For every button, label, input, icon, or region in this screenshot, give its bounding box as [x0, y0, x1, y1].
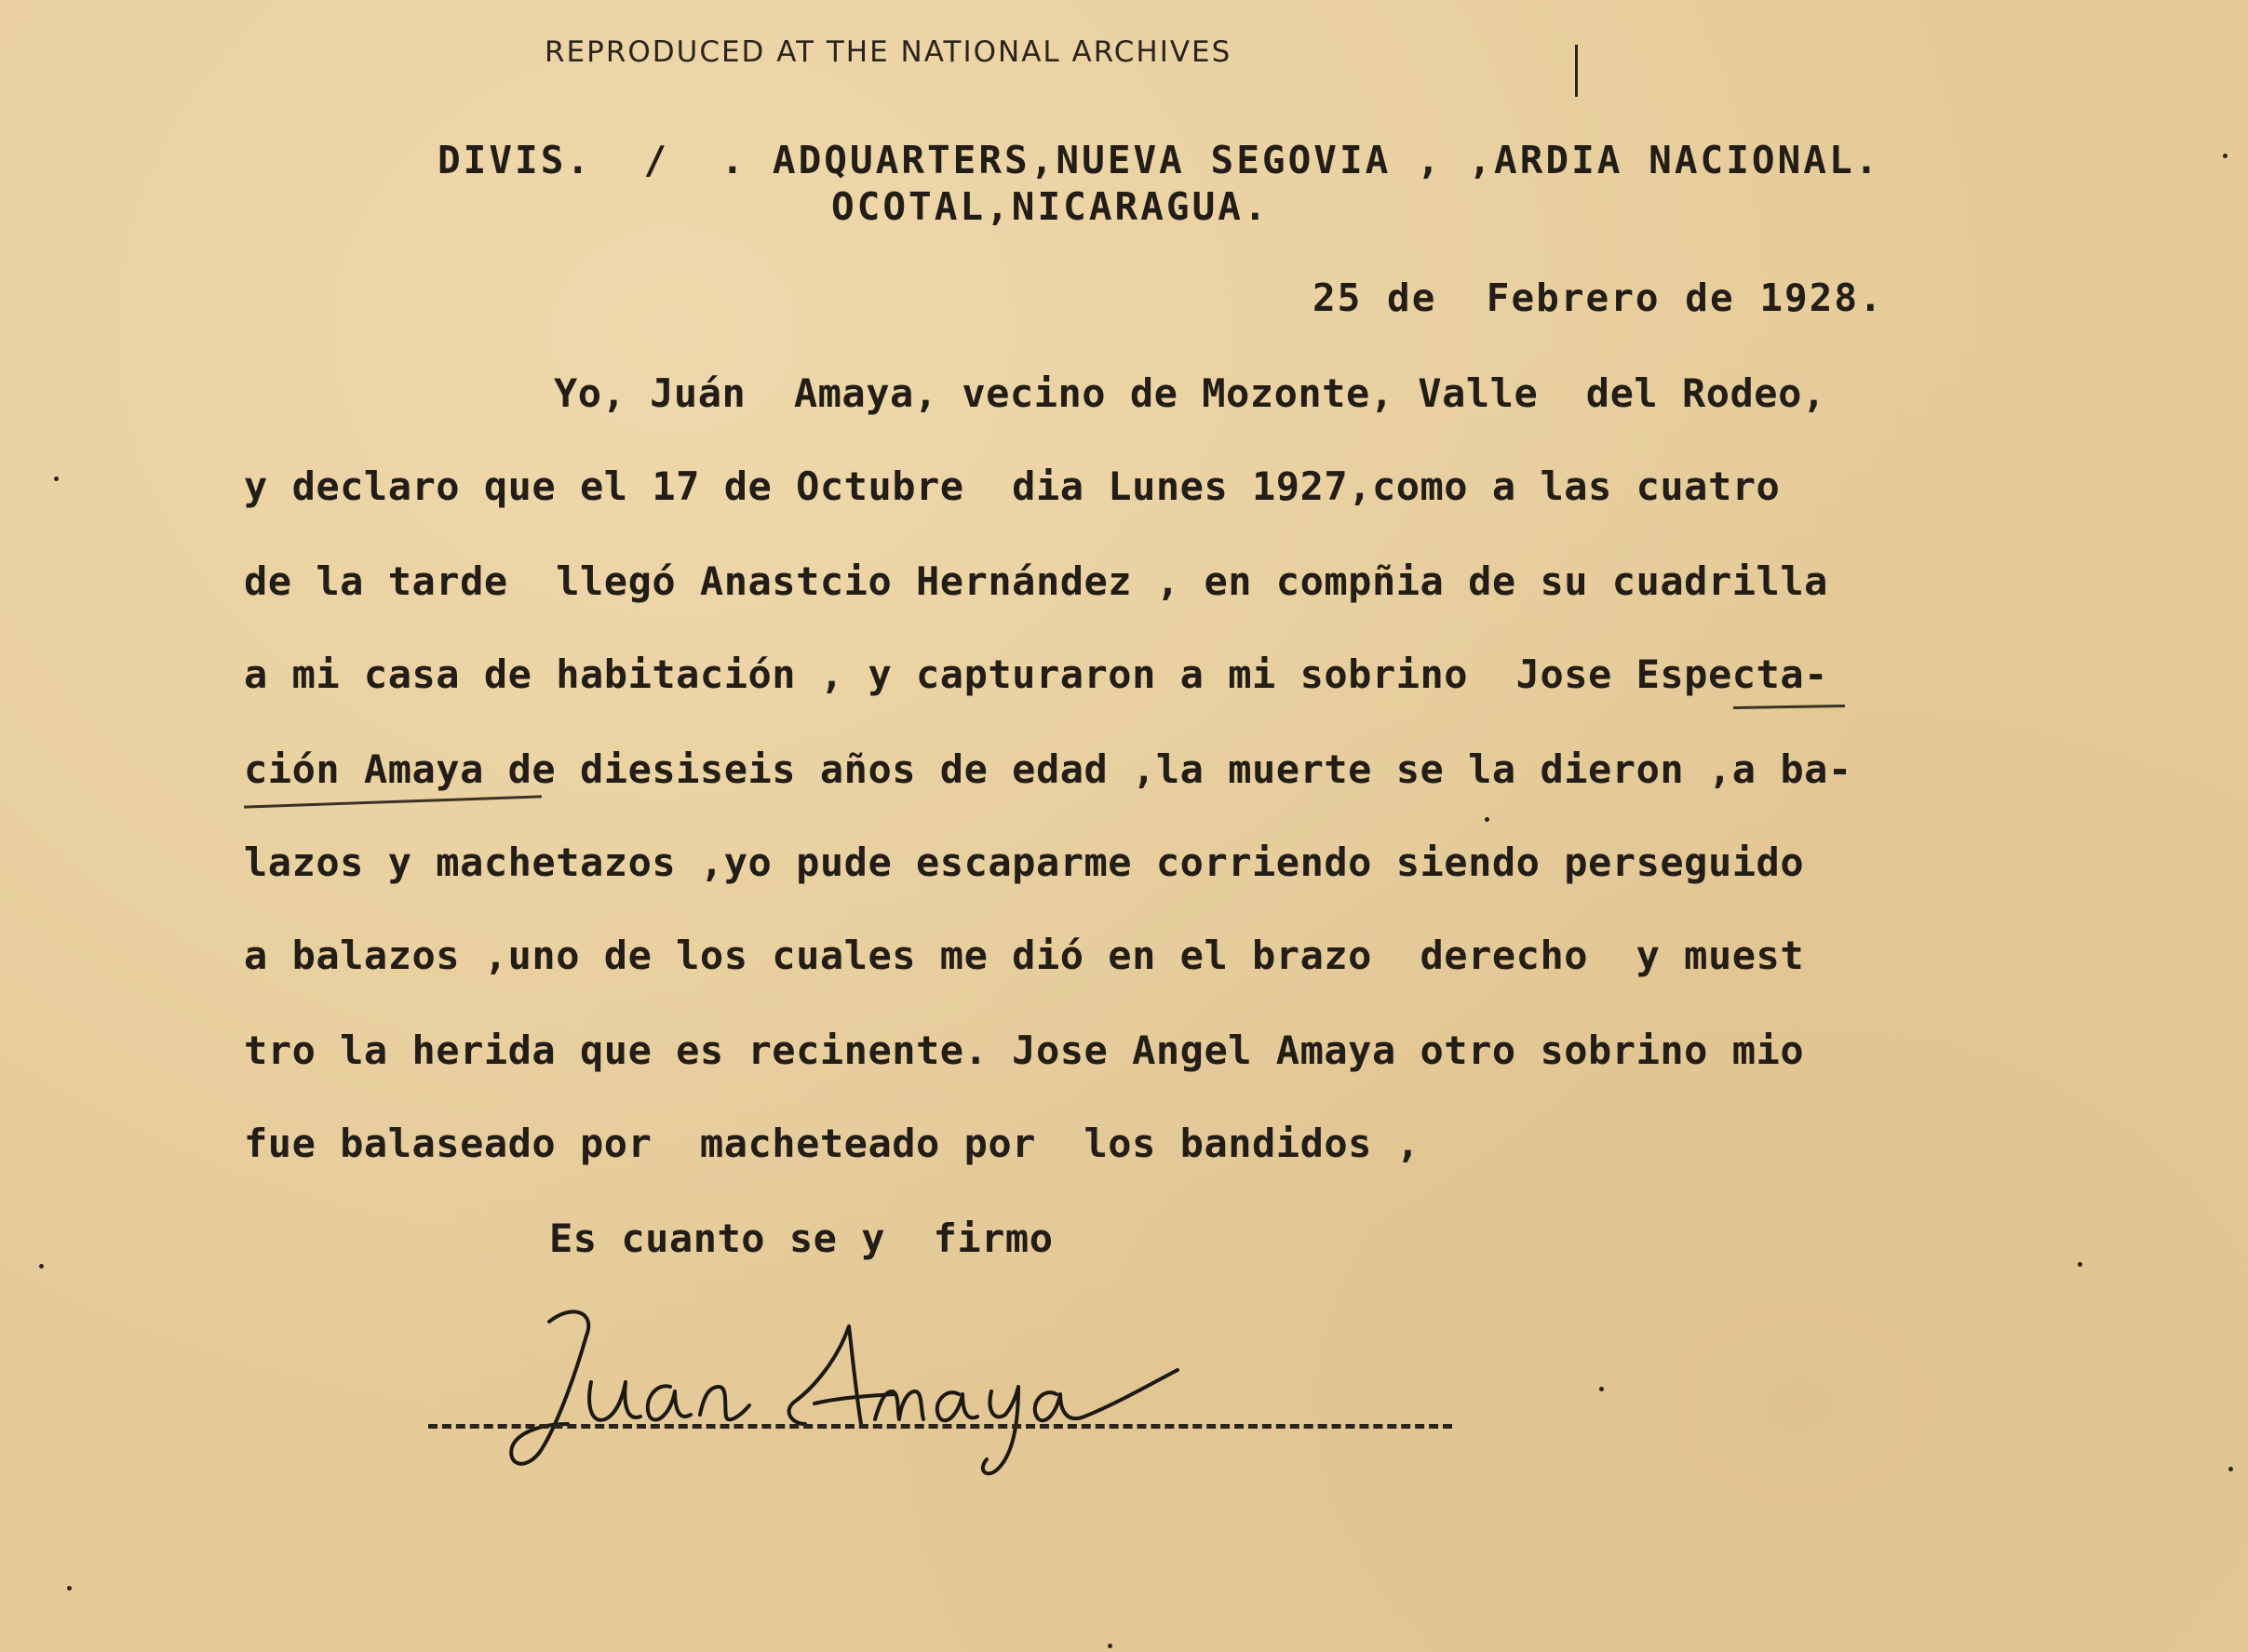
- signature-dashed-line: [428, 1424, 1452, 1429]
- speck: [2223, 154, 2228, 158]
- header-line-2: OCOTAL,NICARAGUA.: [831, 184, 1270, 229]
- body-line-5: ción Amaya de diesiseis años de edad ,la muerte se la dieron ,a ba-: [244, 746, 1852, 792]
- speck: [39, 1264, 44, 1269]
- body-line-7: a balazos ,uno de los cuales me dió en el brazo derecho y muest: [244, 933, 1805, 978]
- corner-tick-mark: [1575, 45, 1578, 97]
- body-line-8: tro la herida que es recinente. Jose Angel Amaya otro sobrino mio: [244, 1027, 1805, 1073]
- handwritten-signature: [484, 1294, 1247, 1480]
- body-line-3: de la tarde llegó Anastcio Hernández , en compñia de su cuadrilla: [244, 558, 1828, 604]
- document-date: 25 de Febrero de 1928.: [1312, 275, 1884, 320]
- archive-stamp: REPRODUCED AT THE NATIONAL ARCHIVES: [545, 35, 1232, 69]
- header-line-1: DIVIS. / . ADQUARTERS,NUEVA SEGOVIA , ,ARDIA NACIONAL.: [437, 138, 1881, 182]
- closing-line: Es cuanto se y firmo: [549, 1215, 1054, 1261]
- name-underline-1: [1733, 705, 1845, 709]
- name-underline-2: [244, 795, 542, 808]
- body-line-4: a mi casa de habitación , y capturaron a mi sobrino Jose Especta-: [244, 651, 1828, 697]
- speck: [2078, 1262, 2082, 1267]
- body-line-6: lazos y machetazos ,yo pude escaparme corriendo siendo perseguido: [244, 839, 1805, 885]
- speck: [1485, 817, 1489, 822]
- speck: [67, 1586, 72, 1591]
- speck: [54, 477, 59, 481]
- body-line-9: fue balaseado por macheteado por los bandidos ,: [244, 1121, 1420, 1166]
- speck: [1108, 1644, 1112, 1648]
- speck: [2228, 1467, 2233, 1471]
- speck: [1599, 1387, 1604, 1391]
- body-line-1: Yo, Juán Amaya, vecino de Mozonte, Valle del Rodeo,: [554, 370, 1826, 416]
- body-line-2: y declaro que el 17 de Octubre dia Lunes 1927,como a las cuatro: [244, 463, 1781, 509]
